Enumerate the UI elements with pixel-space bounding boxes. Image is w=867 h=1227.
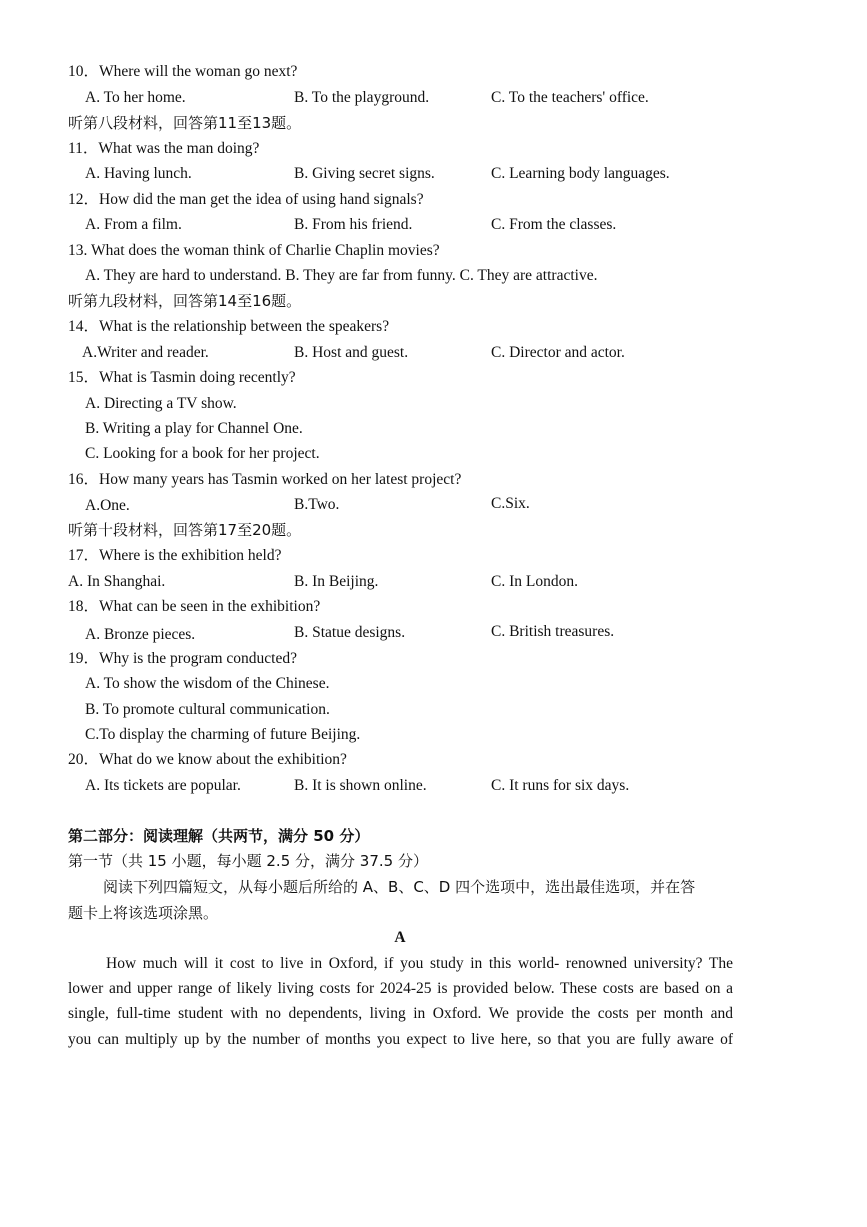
- q19-option-c: C.To display the charming of future Beijing.: [85, 726, 361, 743]
- question-15: 15．What is Tasmin doing recently?: [68, 369, 296, 386]
- q14-option-a: A.Writer and reader.: [82, 344, 209, 361]
- q17-option-c: C. In London.: [491, 573, 578, 590]
- q16-option-a: A.One.: [85, 497, 130, 514]
- q13-options: A. They are hard to understand. B. They are far from funny. C. They are attractive.: [85, 267, 598, 284]
- reading-instruction-line-1: 阅读下列四篇短文，从每小题后所给的 A、B、C、D 四个选项中，选出最佳选项，并在答: [103, 878, 696, 896]
- reading-instruction-line-2: 题卡上将该选项涂黑。: [68, 904, 219, 922]
- q10-option-a: A. To her home.: [85, 89, 186, 106]
- question-20: 20．What do we know about the exhibition?: [68, 751, 347, 768]
- q19-option-b: B. To promote cultural communication.: [85, 701, 330, 718]
- q11-option-a: A. Having lunch.: [85, 165, 192, 182]
- q20-option-c: C. It runs for six days.: [491, 777, 630, 794]
- passage-line-2: lower and upper range of likely living costs for 2024-25 is provided below. These costs are based on a: [68, 980, 733, 997]
- q11-option-b: B. Giving secret signs.: [294, 165, 435, 182]
- part-2-heading: 第二部分：阅读理解（共两节，满分 50 分）: [68, 827, 370, 845]
- section-1-heading: 第一节（共 15 小题，每小题 2.5 分，满分 37.5 分）: [68, 852, 428, 870]
- q12-option-c: C. From the classes.: [491, 216, 617, 233]
- q17-option-b: B. In Beijing.: [294, 573, 379, 590]
- question-17: 17．Where is the exhibition held?: [68, 547, 282, 564]
- q16-option-c: C.Six.: [491, 495, 530, 512]
- question-18: 18．What can be seen in the exhibition?: [68, 598, 321, 615]
- q10-option-b: B. To the playground.: [294, 89, 430, 106]
- q20-option-a: A. Its tickets are popular.: [85, 777, 241, 794]
- question-10: 10．Where will the woman go next?: [68, 63, 298, 80]
- q16-option-b: B.Two.: [294, 496, 340, 513]
- q19-option-a: A. To show the wisdom of the Chinese.: [85, 675, 330, 692]
- q20-option-b: B. It is shown online.: [294, 777, 427, 794]
- passage-label: A: [394, 929, 406, 946]
- q17-option-a: A. In Shanghai.: [68, 573, 166, 590]
- q12-option-b: B. From his friend.: [294, 216, 413, 233]
- question-11: 11．What was the man doing?: [68, 140, 260, 157]
- q15-option-a: A. Directing a TV show.: [85, 395, 237, 412]
- passage-line-1: How much will it cost to live in Oxford, if you study in this world- renowned university? The: [106, 955, 733, 972]
- question-12: 12．How did the man get the idea of using hand signals?: [68, 191, 424, 208]
- q14-option-b: B. Host and guest.: [294, 344, 409, 361]
- q12-option-a: A. From a film.: [85, 216, 182, 233]
- q15-option-c: C. Looking for a book for her project.: [85, 445, 320, 462]
- q15-option-b: B. Writing a play for Channel One.: [85, 420, 303, 437]
- q11-option-c: C. Learning body languages.: [491, 165, 670, 182]
- q18-option-c: C. British treasures.: [491, 623, 615, 640]
- q18-option-a: A. Bronze pieces.: [85, 626, 196, 643]
- question-13: 13. What does the woman think of Charlie Chaplin movies?: [68, 242, 440, 259]
- question-16: 16．How many years has Tasmin worked on her latest project?: [68, 471, 462, 488]
- question-19: 19．Why is the program conducted?: [68, 650, 297, 667]
- q10-option-c: C. To the teachers' office.: [491, 89, 649, 106]
- q18-option-b: B. Statue designs.: [294, 624, 406, 641]
- q14-option-c: C. Director and actor.: [491, 344, 625, 361]
- section-10-instruction: 听第十段材料，回答第17至20题。: [68, 521, 302, 539]
- question-14: 14．What is the relationship between the speakers?: [68, 318, 390, 335]
- passage-line-4: you can multiply up by the number of months you expect to live here, so that you are fully aware of: [68, 1031, 733, 1048]
- section-8-instruction: 听第八段材料，回答第11至13题。: [68, 114, 302, 132]
- section-9-instruction: 听第九段材料，回答第14至16题。: [68, 292, 302, 310]
- passage-line-3: single, full-time student with no dependents, living in Oxford. We provide the costs per month and: [68, 1005, 733, 1022]
